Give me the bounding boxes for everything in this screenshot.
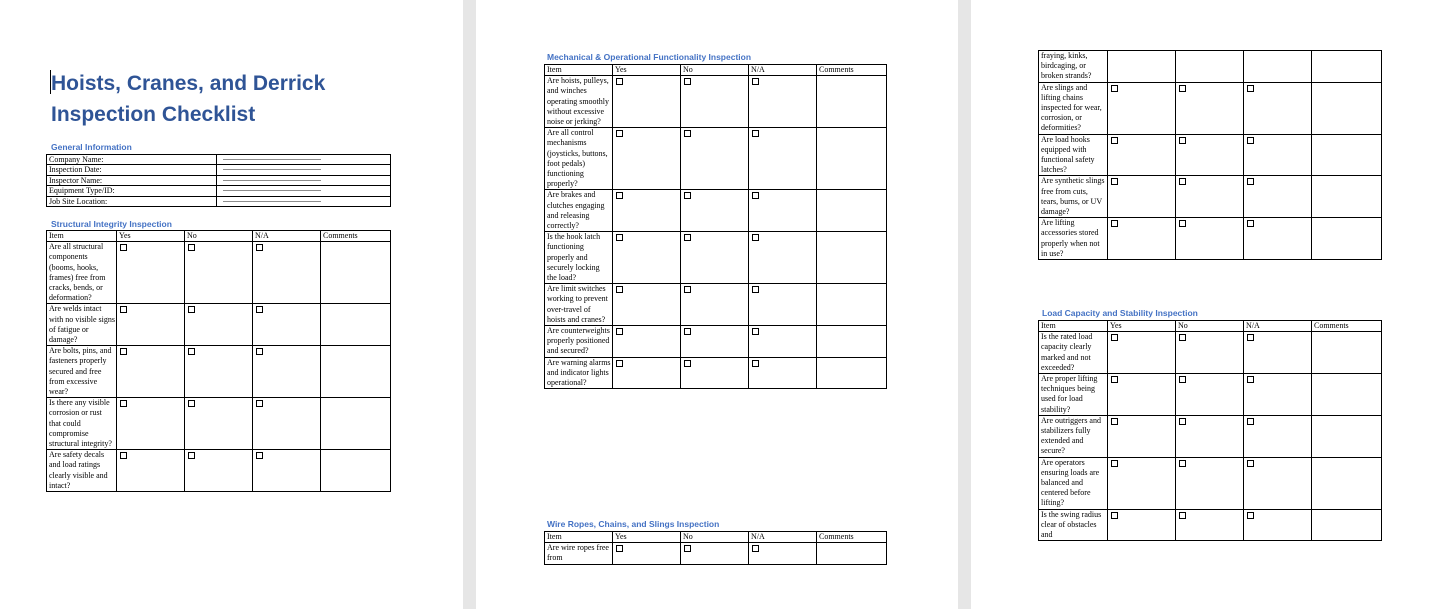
table-row: [1039, 457, 1382, 509]
mechanical-table: [544, 64, 887, 389]
yes-checkbox-cell[interactable]: [1108, 51, 1176, 83]
no-checkbox[interactable]: [188, 306, 195, 313]
no-checkbox[interactable]: [684, 545, 691, 552]
general-info-table: [46, 154, 391, 207]
yes-checkbox[interactable]: [616, 130, 623, 137]
table-row: [1039, 134, 1382, 176]
yes-checkbox[interactable]: [1111, 220, 1118, 227]
col-item: Item: [545, 532, 613, 543]
na-checkbox[interactable]: [752, 360, 759, 367]
na-checkbox[interactable]: [1247, 85, 1254, 92]
col-comments: Comments: [817, 532, 887, 543]
na-checkbox[interactable]: [752, 130, 759, 137]
comments-cell[interactable]: [1312, 134, 1382, 176]
no-checkbox-cell[interactable]: [185, 398, 253, 450]
na-checkbox-cell[interactable]: [253, 304, 321, 346]
field-label: Job Site Location:: [47, 196, 217, 206]
no-checkbox-cell[interactable]: [1176, 509, 1244, 541]
comments-cell[interactable]: [321, 450, 391, 492]
na-checkbox-cell[interactable]: [749, 232, 817, 284]
field-label: Inspection Date:: [47, 165, 217, 175]
no-checkbox[interactable]: [684, 286, 691, 293]
na-checkbox-cell[interactable]: [1244, 332, 1312, 374]
col-yes: Yes: [1108, 321, 1176, 332]
table-row: [47, 155, 391, 165]
item-text: Are bolts, pins, and fasteners properly secured and free from excessive wear?: [47, 346, 117, 398]
comments-cell[interactable]: [817, 190, 887, 232]
no-checkbox-cell[interactable]: [1176, 332, 1244, 374]
col-na: N/A: [253, 231, 321, 242]
item-text: Is the rated load capacity clearly marked and not exceeded?: [1039, 332, 1108, 374]
table-row: [1039, 218, 1382, 260]
no-checkbox[interactable]: [1179, 85, 1186, 92]
na-checkbox-cell[interactable]: [749, 128, 817, 190]
wire-ropes-table-continued: [1038, 50, 1382, 260]
job-site-field[interactable]: [217, 196, 391, 206]
col-no: No: [185, 231, 253, 242]
yes-checkbox[interactable]: [616, 545, 623, 552]
yes-checkbox[interactable]: [120, 348, 127, 355]
col-comments: Comments: [1312, 321, 1382, 332]
no-checkbox-cell[interactable]: [681, 232, 749, 284]
na-checkbox-cell[interactable]: [749, 326, 817, 358]
na-checkbox-cell[interactable]: [253, 398, 321, 450]
table-row: [545, 543, 887, 564]
na-checkbox-cell[interactable]: [1244, 176, 1312, 218]
table-row: [1039, 332, 1382, 374]
na-checkbox-cell[interactable]: [749, 76, 817, 128]
table-row: [545, 128, 887, 190]
na-checkbox[interactable]: [256, 452, 263, 459]
yes-checkbox[interactable]: [616, 328, 623, 335]
no-checkbox-cell[interactable]: [681, 326, 749, 358]
na-checkbox[interactable]: [752, 328, 759, 335]
yes-checkbox-cell[interactable]: [117, 450, 185, 492]
no-checkbox[interactable]: [188, 244, 195, 251]
title-line-2: Inspection Checklist: [51, 103, 256, 126]
yes-checkbox-cell[interactable]: [117, 398, 185, 450]
item-text: Are limit switches working to prevent over-travel of hoists and cranes?: [545, 284, 613, 326]
comments-cell[interactable]: [817, 543, 887, 564]
no-checkbox-cell[interactable]: [185, 450, 253, 492]
table-header-row: [545, 65, 887, 76]
no-checkbox-cell[interactable]: [185, 346, 253, 398]
na-checkbox-cell[interactable]: [253, 242, 321, 304]
item-text: Are hoists, pulleys, and winches operating smoothly without excessive noise or jerking?: [545, 76, 613, 128]
col-comments: Comments: [817, 65, 887, 76]
structural-table: [46, 230, 391, 492]
table-row: [1039, 415, 1382, 457]
no-checkbox[interactable]: [1179, 512, 1186, 519]
table-row: [47, 196, 391, 206]
col-na: N/A: [1244, 321, 1312, 332]
na-checkbox-cell[interactable]: [253, 346, 321, 398]
item-text: Is there any visible corrosion or rust that could compromise structural integrity?: [47, 398, 117, 450]
table-row: [1039, 509, 1382, 541]
na-checkbox-cell[interactable]: [749, 284, 817, 326]
na-checkbox[interactable]: [1247, 376, 1254, 383]
comments-cell[interactable]: [817, 128, 887, 190]
comments-cell[interactable]: [817, 232, 887, 284]
item-text: Is the swing radius clear of obstacles and: [1039, 509, 1108, 541]
table-row: [545, 326, 887, 358]
na-checkbox-cell[interactable]: [749, 543, 817, 564]
yes-checkbox-cell[interactable]: [613, 326, 681, 358]
yes-checkbox[interactable]: [616, 360, 623, 367]
na-checkbox-cell[interactable]: [1244, 51, 1312, 83]
no-checkbox[interactable]: [1179, 418, 1186, 425]
structural-heading: Structural Integrity Inspection: [51, 219, 172, 229]
no-checkbox[interactable]: [684, 328, 691, 335]
table-row: [47, 346, 391, 398]
mechanical-heading: Mechanical & Operational Functionality Inspection: [547, 52, 752, 62]
equipment-id-field[interactable]: [217, 186, 391, 196]
na-checkbox-cell[interactable]: [1244, 82, 1312, 134]
no-checkbox-cell[interactable]: [1176, 82, 1244, 134]
item-text: Are all control mechanisms (joysticks, buttons, foot pedals) functioning properly?: [545, 128, 613, 190]
yes-checkbox-cell[interactable]: [117, 304, 185, 346]
field-label: Company Name:: [47, 155, 217, 165]
no-checkbox-cell[interactable]: [185, 304, 253, 346]
no-checkbox[interactable]: [684, 192, 691, 199]
na-checkbox[interactable]: [752, 286, 759, 293]
field-label: Inspector Name:: [47, 175, 217, 185]
yes-checkbox-cell[interactable]: [613, 190, 681, 232]
na-checkbox-cell[interactable]: [1244, 374, 1312, 416]
na-checkbox-cell[interactable]: [749, 190, 817, 232]
no-checkbox[interactable]: [188, 452, 195, 459]
yes-checkbox-cell[interactable]: [1108, 82, 1176, 134]
comments-cell[interactable]: [1312, 218, 1382, 260]
no-checkbox[interactable]: [1179, 220, 1186, 227]
comments-cell[interactable]: [321, 398, 391, 450]
na-checkbox-cell[interactable]: [1244, 415, 1312, 457]
yes-checkbox[interactable]: [1111, 376, 1118, 383]
no-checkbox[interactable]: [188, 348, 195, 355]
col-yes: Yes: [613, 532, 681, 543]
na-checkbox[interactable]: [1247, 220, 1254, 227]
col-comments: Comments: [321, 231, 391, 242]
comments-cell[interactable]: [321, 346, 391, 398]
item-text: Are brakes and clutches engaging and releasing correctly?: [545, 190, 613, 232]
wire-ropes-table: [544, 531, 887, 565]
na-checkbox[interactable]: [752, 234, 759, 241]
inspector-name-field[interactable]: [217, 175, 391, 185]
na-checkbox[interactable]: [256, 306, 263, 313]
na-checkbox[interactable]: [1247, 178, 1254, 185]
na-checkbox[interactable]: [1247, 460, 1254, 467]
table-header-row: [47, 231, 391, 242]
no-checkbox[interactable]: [1179, 460, 1186, 467]
table-row: [47, 186, 391, 196]
table-row: [545, 284, 887, 326]
load-capacity-heading: Load Capacity and Stability Inspection: [1042, 308, 1198, 318]
comments-cell[interactable]: [1312, 374, 1382, 416]
item-text: Are warning alarms and indicator lights operational?: [545, 357, 613, 389]
no-checkbox-cell[interactable]: [681, 76, 749, 128]
col-yes: Yes: [613, 65, 681, 76]
document-page-2: [476, 0, 958, 609]
table-row: [545, 357, 887, 389]
na-checkbox[interactable]: [752, 545, 759, 552]
comments-cell[interactable]: [1312, 176, 1382, 218]
na-checkbox-cell[interactable]: [1244, 457, 1312, 509]
item-text: Are all structural components (booms, hooks, frames) free from cracks, bends, or deformation?: [47, 242, 117, 304]
col-na: N/A: [749, 65, 817, 76]
na-checkbox[interactable]: [1247, 512, 1254, 519]
no-checkbox-cell[interactable]: [1176, 457, 1244, 509]
yes-checkbox[interactable]: [616, 286, 623, 293]
no-checkbox-cell[interactable]: [185, 242, 253, 304]
yes-checkbox[interactable]: [120, 400, 127, 407]
yes-checkbox[interactable]: [616, 192, 623, 199]
yes-checkbox[interactable]: [616, 234, 623, 241]
inspection-date-field[interactable]: [217, 165, 391, 175]
item-text: Are safety decals and load ratings clearly visible and intact?: [47, 450, 117, 492]
general-info-heading: General Information: [51, 142, 132, 152]
yes-checkbox-cell[interactable]: [1108, 509, 1176, 541]
col-item: Item: [47, 231, 117, 242]
comments-cell[interactable]: [1312, 415, 1382, 457]
item-text: Are load hooks equipped with functional safety latches?: [1039, 134, 1108, 176]
na-checkbox[interactable]: [1247, 137, 1254, 144]
col-no: No: [1176, 321, 1244, 332]
no-checkbox-cell[interactable]: [681, 190, 749, 232]
title-line-1: Hoists, Cranes, and Derrick: [51, 72, 326, 95]
no-checkbox-cell[interactable]: [681, 284, 749, 326]
na-checkbox[interactable]: [256, 348, 263, 355]
table-row: [1039, 82, 1382, 134]
item-text: Is the hook latch functioning properly and securely locking the load?: [545, 232, 613, 284]
na-checkbox-cell[interactable]: [253, 450, 321, 492]
no-checkbox-cell[interactable]: [1176, 134, 1244, 176]
col-no: No: [681, 532, 749, 543]
na-checkbox[interactable]: [1247, 418, 1254, 425]
comments-cell[interactable]: [817, 76, 887, 128]
table-row: [1039, 176, 1382, 218]
yes-checkbox-cell[interactable]: [1108, 176, 1176, 218]
yes-checkbox[interactable]: [1111, 512, 1118, 519]
yes-checkbox-cell[interactable]: [117, 242, 185, 304]
comments-cell[interactable]: [817, 284, 887, 326]
yes-checkbox-cell[interactable]: [1108, 332, 1176, 374]
na-checkbox-cell[interactable]: [1244, 218, 1312, 260]
no-checkbox-cell[interactable]: [1176, 218, 1244, 260]
item-text: Are slings and lifting chains inspected for wear, corrosion, or deformities?: [1039, 82, 1108, 134]
comments-cell[interactable]: [1312, 509, 1382, 541]
yes-checkbox-cell[interactable]: [613, 543, 681, 564]
no-checkbox-cell[interactable]: [1176, 374, 1244, 416]
item-text: Are lifting accessories stored properly when not in use?: [1039, 218, 1108, 260]
na-checkbox-cell[interactable]: [749, 357, 817, 389]
no-checkbox-cell[interactable]: [1176, 51, 1244, 83]
table-header-row: [1039, 321, 1382, 332]
item-text: Are outriggers and stabilizers fully extended and secure?: [1039, 415, 1108, 457]
no-checkbox[interactable]: [1179, 376, 1186, 383]
no-checkbox[interactable]: [188, 400, 195, 407]
no-checkbox[interactable]: [684, 234, 691, 241]
table-row: [545, 232, 887, 284]
comments-cell[interactable]: [1312, 51, 1382, 83]
yes-checkbox-cell[interactable]: [613, 76, 681, 128]
yes-checkbox[interactable]: [1111, 418, 1118, 425]
comments-cell[interactable]: [1312, 332, 1382, 374]
col-yes: Yes: [117, 231, 185, 242]
comments-cell[interactable]: [321, 242, 391, 304]
na-checkbox[interactable]: [1247, 334, 1254, 341]
table-row: [47, 398, 391, 450]
table-row: [545, 190, 887, 232]
na-checkbox[interactable]: [256, 400, 263, 407]
load-capacity-table: [1038, 320, 1382, 541]
comments-cell[interactable]: [1312, 82, 1382, 134]
item-text: Are wire ropes free from: [545, 543, 613, 564]
yes-checkbox-cell[interactable]: [613, 232, 681, 284]
table-row: [1039, 51, 1382, 83]
table-row: [47, 304, 391, 346]
no-checkbox-cell[interactable]: [1176, 176, 1244, 218]
no-checkbox[interactable]: [684, 360, 691, 367]
table-row: [47, 175, 391, 185]
yes-checkbox-cell[interactable]: [1108, 415, 1176, 457]
na-checkbox[interactable]: [752, 78, 759, 85]
na-checkbox-cell[interactable]: [1244, 509, 1312, 541]
na-checkbox-cell[interactable]: [1244, 134, 1312, 176]
no-checkbox-cell[interactable]: [681, 128, 749, 190]
item-text: fraying, kinks, birdcaging, or broken strands?: [1039, 51, 1108, 83]
item-text: Are counterweights properly positioned and secured?: [545, 326, 613, 358]
yes-checkbox[interactable]: [1111, 178, 1118, 185]
yes-checkbox-cell[interactable]: [1108, 374, 1176, 416]
wire-ropes-heading: Wire Ropes, Chains, and Slings Inspection: [547, 519, 720, 529]
no-checkbox-cell[interactable]: [681, 543, 749, 564]
table-header-row: [545, 532, 887, 543]
no-checkbox-cell[interactable]: [1176, 415, 1244, 457]
yes-checkbox-cell[interactable]: [1108, 457, 1176, 509]
item-text: Are welds intact with no visible signs of fatigue or damage?: [47, 304, 117, 346]
col-item: Item: [545, 65, 613, 76]
yes-checkbox[interactable]: [120, 452, 127, 459]
no-checkbox[interactable]: [684, 130, 691, 137]
yes-checkbox-cell[interactable]: [613, 128, 681, 190]
item-text: Are synthetic slings free from cuts, tears, burns, or UV damage?: [1039, 176, 1108, 218]
yes-checkbox[interactable]: [1111, 137, 1118, 144]
yes-checkbox[interactable]: [120, 244, 127, 251]
no-checkbox-cell[interactable]: [681, 357, 749, 389]
item-text: Are proper lifting techniques being used for load stability?: [1039, 374, 1108, 416]
no-checkbox[interactable]: [684, 78, 691, 85]
no-checkbox[interactable]: [1179, 334, 1186, 341]
document-page-1: [0, 0, 463, 609]
yes-checkbox[interactable]: [120, 306, 127, 313]
no-checkbox[interactable]: [1179, 178, 1186, 185]
table-row: [1039, 374, 1382, 416]
yes-checkbox-cell[interactable]: [117, 346, 185, 398]
comments-cell[interactable]: [1312, 457, 1382, 509]
comments-cell[interactable]: [817, 326, 887, 358]
field-label: Equipment Type/ID:: [47, 186, 217, 196]
comments-cell[interactable]: [321, 304, 391, 346]
yes-checkbox-cell[interactable]: [1108, 218, 1176, 260]
table-row: [47, 450, 391, 492]
col-na: N/A: [749, 532, 817, 543]
document-title[interactable]: [51, 68, 325, 130]
yes-checkbox[interactable]: [616, 78, 623, 85]
item-text: Are operators ensuring loads are balanced and centered before lifting?: [1039, 457, 1108, 509]
yes-checkbox[interactable]: [1111, 85, 1118, 92]
table-row: [47, 165, 391, 175]
yes-checkbox-cell[interactable]: [613, 284, 681, 326]
col-no: No: [681, 65, 749, 76]
no-checkbox[interactable]: [1179, 137, 1186, 144]
document-page-3: [971, 0, 1445, 609]
na-checkbox[interactable]: [256, 244, 263, 251]
table-row: [545, 76, 887, 128]
yes-checkbox-cell[interactable]: [613, 357, 681, 389]
yes-checkbox[interactable]: [1111, 460, 1118, 467]
yes-checkbox-cell[interactable]: [1108, 134, 1176, 176]
col-item: Item: [1039, 321, 1108, 332]
company-name-field[interactable]: [217, 155, 391, 165]
yes-checkbox[interactable]: [1111, 334, 1118, 341]
na-checkbox[interactable]: [752, 192, 759, 199]
table-row: [47, 242, 391, 304]
comments-cell[interactable]: [817, 357, 887, 389]
